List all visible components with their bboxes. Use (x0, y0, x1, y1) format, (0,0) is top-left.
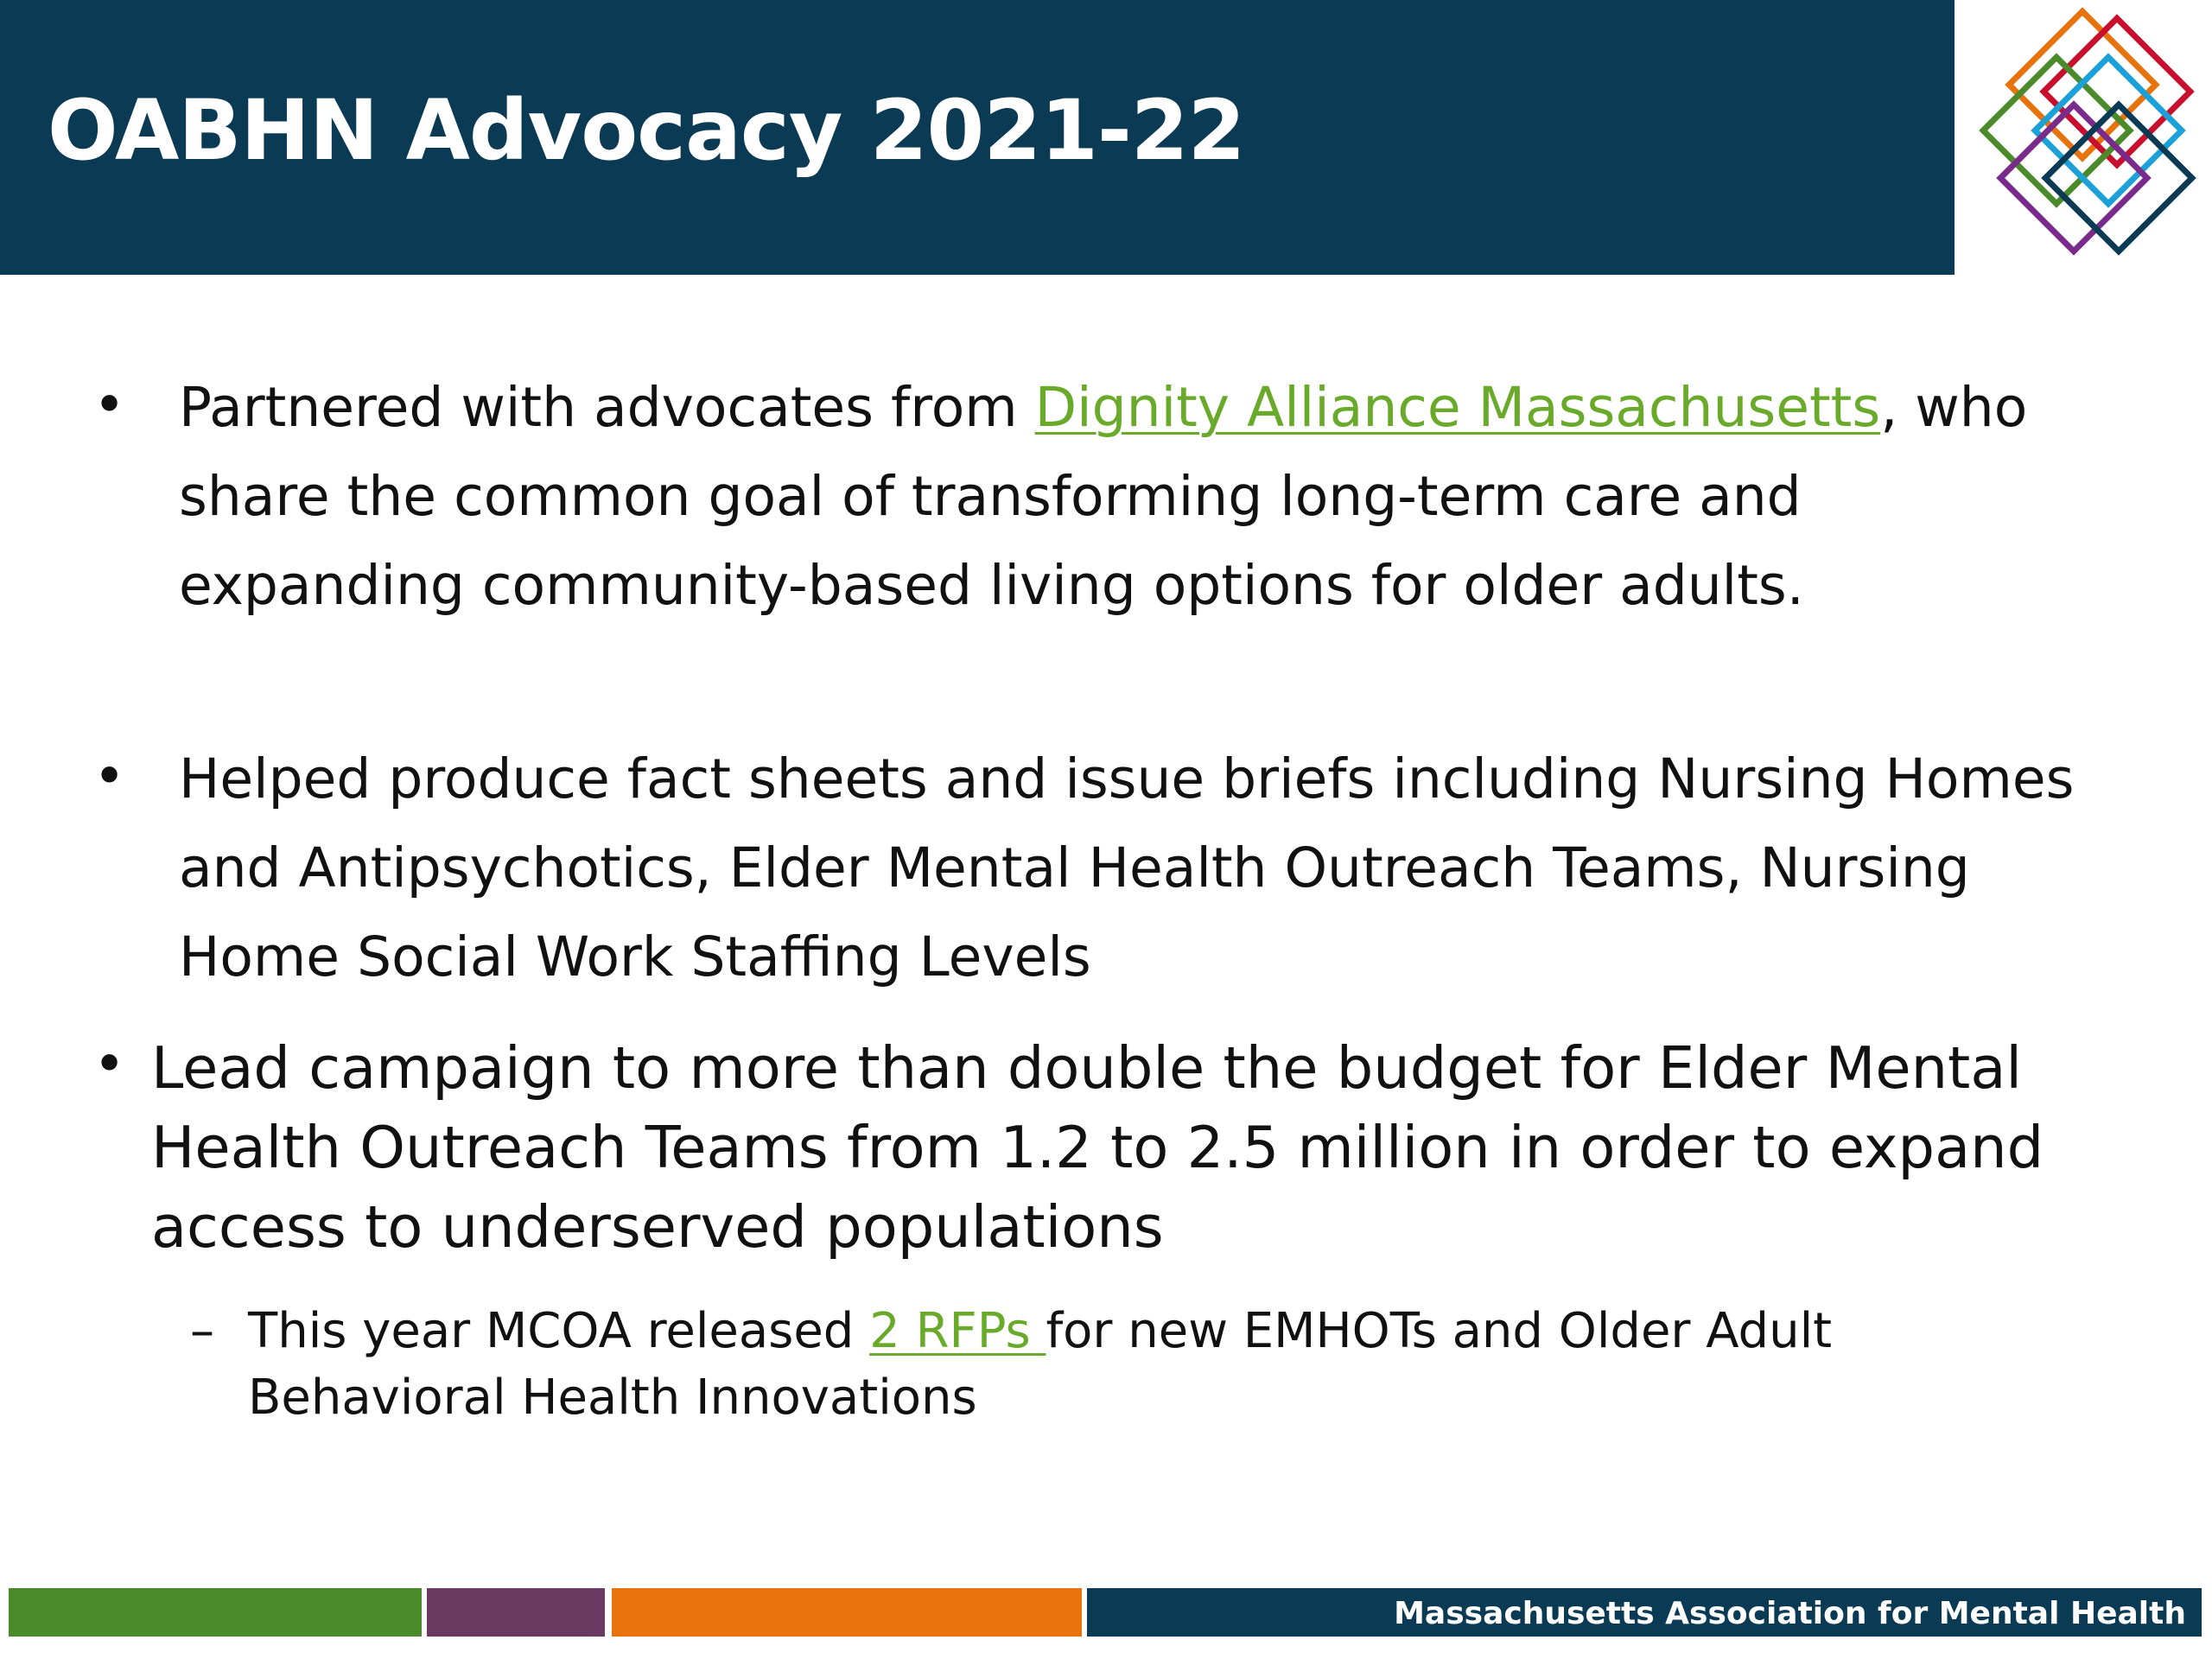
footer-bar-orange (612, 1588, 1082, 1637)
bullet-marker: • (93, 1033, 126, 1096)
sub-bullet-marker: – (190, 1303, 214, 1359)
sub-bullet-text: This year MCOA released (248, 1303, 870, 1359)
bullet-text: , who share the common goal of transforming long-term care and expanding community-based living options for older adults. (179, 376, 2028, 617)
footer-bar-green (9, 1588, 422, 1637)
dignity-alliance-link[interactable]: Dignity Alliance Massachusetts (1034, 376, 1881, 439)
sub-bullet-text: for new EMHOTs and Older Adult Behavioral Health Innovations (248, 1303, 1833, 1426)
bullet-marker: • (93, 745, 126, 808)
bullet-item-2: Helped produce fact sheets and issue briefs including Nursing Homes and Antipsychotics, Elder Mental Health Outreach Teams, Nursing Home Social Work Staffing Levels (179, 747, 2075, 988)
footer-bar-purple (427, 1588, 605, 1637)
bullet-item-3: Lead campaign to more than double the budget for Elder Mental Health Outreach Teams from 1.2 to 2.5 million in order to expand access to underserved populations (151, 1034, 2044, 1261)
rfps-link[interactable]: 2 RFPs (869, 1303, 1046, 1359)
footer-organization: Massachusetts Association for Mental Health (1394, 1596, 2186, 1631)
bullet-text: Partnered with advocates from (179, 376, 1035, 439)
bullet-item-1 (179, 363, 2063, 630)
slide-title: OABHN Advocacy 2021-22 (48, 82, 1245, 179)
bullet-marker: • (93, 373, 126, 436)
sub-bullet-item (248, 1298, 2028, 1431)
